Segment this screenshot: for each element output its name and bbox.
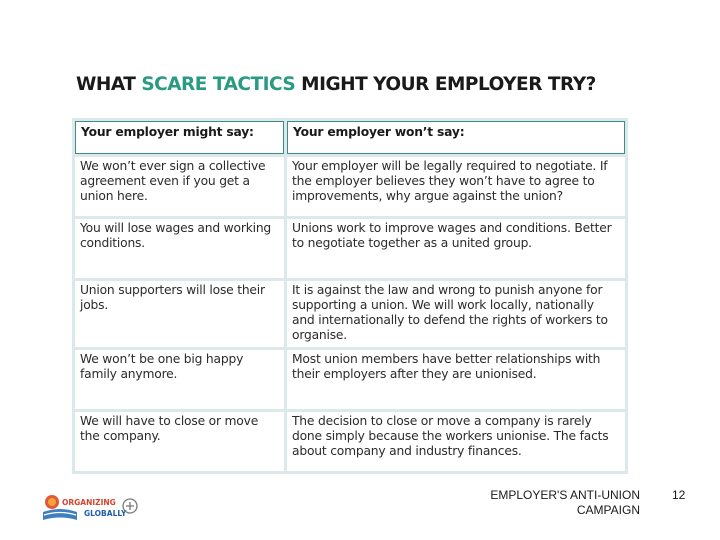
wont-say-cell: Unions work to improve wages and conditions. Better to negotiate together as a united group. [287, 219, 625, 278]
logo-text-top: ORGANIZING [62, 498, 116, 507]
logo-text-bottom: GLOBALLY [84, 509, 127, 518]
tactics-table [72, 118, 628, 474]
table-row [75, 219, 625, 278]
wont-say-cell: Your employer will be legally required to negotiate. If the employer believes they won’t have to agree to improvements, why argue against the union? [287, 157, 625, 216]
might-say-cell: We won’t ever sign a collective agreement even if you get a union here. [75, 157, 284, 216]
might-say-cell: We will have to close or move the company. [75, 412, 284, 471]
title-prefix: WHAT [76, 74, 142, 95]
might-say-cell: We won’t be one big happy family anymore. [75, 350, 284, 409]
slide-title [76, 74, 596, 95]
wont-say-cell: The decision to close or move a company is rarely done simply because the workers unionise. The facts about company and industry finances. [287, 412, 625, 471]
might-say-cell: Union supporters will lose their jobs. [75, 281, 284, 347]
title-suffix: MIGHT YOUR EMPLOYER TRY? [295, 74, 596, 95]
organizing-globally-logo-icon [40, 490, 140, 526]
header-might-say: Your employer might say: [75, 121, 284, 154]
might-say-cell: You will lose wages and working conditions. [75, 219, 284, 278]
header-wont-say: Your employer won’t say: [287, 121, 625, 154]
footer-label-line1: EMPLOYER'S ANTI-UNION [490, 488, 640, 502]
wont-say-cell: Most union members have better relationships with their employers after they are unionised. [287, 350, 625, 409]
table-row [75, 157, 625, 216]
footer-label-line2: CAMPAIGN [576, 503, 640, 517]
footer-label [490, 488, 640, 518]
wont-say-cell: It is against the law and wrong to punish anyone for supporting a union. We will work locally, nationally and internationally to defend the rights of workers to organise. [287, 281, 625, 347]
table-header-row [75, 121, 625, 154]
title-highlight: SCARE TACTICS [141, 74, 296, 95]
table-row [75, 412, 625, 471]
page-number: 12 [672, 488, 686, 502]
table-row [75, 350, 625, 409]
table-row [75, 281, 625, 347]
